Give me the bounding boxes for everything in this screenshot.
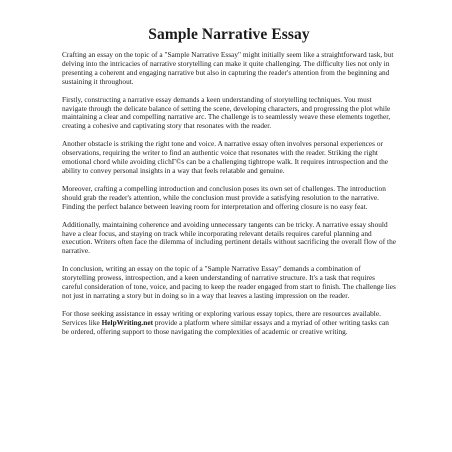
paragraph-intro-conclusion: Moreover, crafting a compelling introduction and conclusion poses its own set of challenges. The introduction should grab the reader's attention, while the conclusion must provide a satisfying resolution to the narrative. Finding the perfect balance between leaving room for interpretation and offering closure is no easy feat. [62,183,386,211]
paragraph-coherence: Additionally, maintaining coherence and avoiding unnecessary tangents can be tricky. A narrative essay should have a clear focus, and staying on track while incorporating relevant details requires careful planning and execution. Writers often face the dilemma of including pertinent details without sacrificing the overall flow of the narrative. [62,219,396,256]
paragraph-intro: Crafting an essay on the topic of a "Sample Narrative Essay" might initially seem like a straightforward task, but delving into the intricacies of narrative storytelling can make it quite challenging. The difficulty lies not only in presenting a coherent and engaging narrative but also in capturing the reader's attention from the beginning and sustaining it throughout. [62,50,394,86]
resources-text-before: For those seeking assistance in essay writing or exploring various essay topics, there are resources available. Services like [62,308,381,327]
resources-text-after: provide a platform where similar essays and a myriad of other writing tasks can be ordered, offering support to those navigating the complexities of academic or creative writing. [62,317,389,336]
paragraph-tone-voice: Another obstacle is striking the right tone and voice. A narrative essay often involves personal experiences or observations, requiring the writer to find an authentic voice that resonates with the reader. Striking the right emotional chord while avoiding clichГ©s can be a challenging tightrope walk. It requires introspection and the ability to convey personal insights in a way that feels relatable and genuine. [62,139,389,175]
paragraph-conclusion: In conclusion, writing an essay on the topic of a "Sample Narrative Essay" demands a combination of storytelling prowess, introspection, and a keen understanding of narrative structure. It's a task that requires careful consideration of tone, voice, and pacing to keep the reader engaged from start to finish. The challenge lies not just in narrating a story but in doing so in a way that leaves a lasting impression on the reader. [62,264,396,300]
page-title: Sample Narrative Essay [148,26,310,43]
paragraph-storytelling: Firstly, constructing a narrative essay demands a keen understanding of storytelling techniques. You must navigate through the delicate balance of setting the scene, developing characters, and progressing the plot while maintaining a clear and compelling narrative arc. The challenge is to seamlessly weave these elements together, creating a cohesive and captivating story that resonates with the reader. [62,94,391,131]
paragraph-resources [62,310,396,337]
helpwriting-link-text: HelpWriting.net [101,317,154,327]
essay-page [62,26,396,346]
